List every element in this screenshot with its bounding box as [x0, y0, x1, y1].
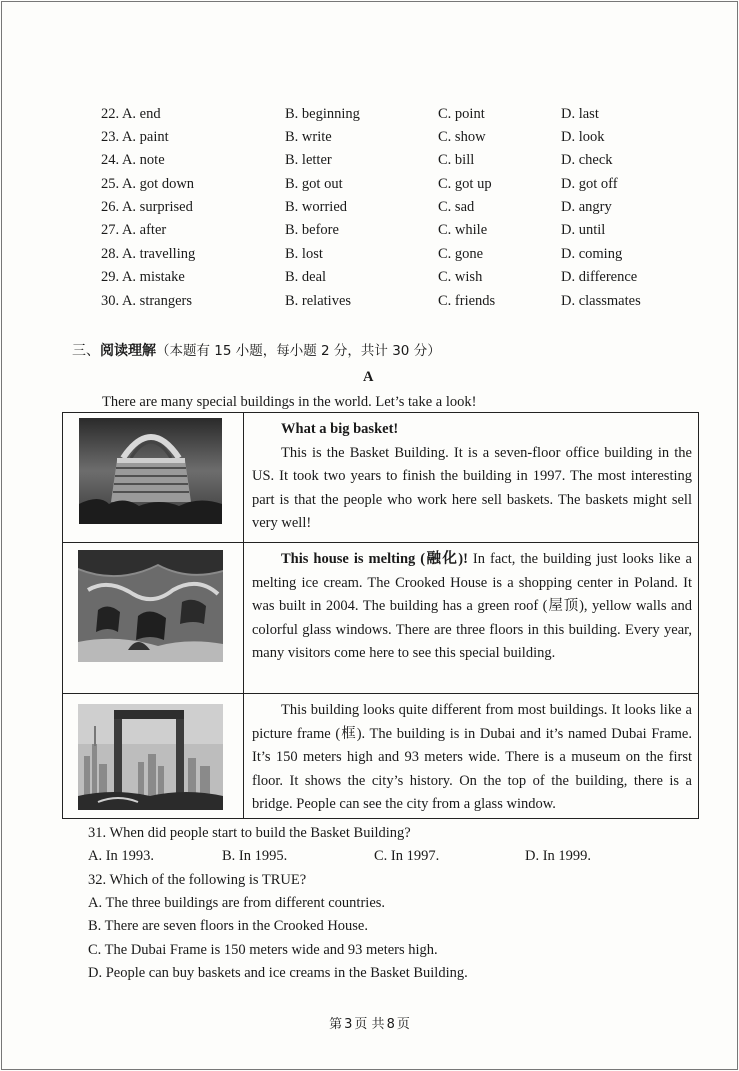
question-32-option-d: D. People can buy baskets and ice creams in the Basket Building.: [88, 965, 468, 981]
option-d: D. check: [561, 152, 613, 168]
crooked-house-photo: [78, 550, 223, 662]
building-heading: This house is melting (融化)!: [281, 551, 468, 567]
option-d: D. look: [561, 129, 605, 145]
image-cell: [63, 694, 244, 818]
section-number: 三、: [72, 343, 100, 359]
option-a: 25. A. got down: [101, 176, 195, 192]
option-b: B. write: [285, 129, 332, 145]
page-footer: [0, 1013, 739, 1032]
image-cell: [63, 413, 244, 542]
option-b: B. deal: [285, 269, 327, 285]
option-a: 29. A. mistake: [101, 269, 185, 285]
question-31-option-b: B. In 1995.: [222, 848, 288, 864]
option-b: B. letter: [285, 152, 332, 168]
option-d: D. until: [561, 222, 606, 238]
option-c: C. show: [438, 129, 486, 145]
option-c: C. got up: [438, 176, 492, 192]
question-31-option-d: D. In 1999.: [525, 848, 592, 864]
footer-page-number: 3: [344, 1017, 353, 1032]
section-heading: [72, 340, 441, 362]
table-row-crooked-house: [63, 543, 698, 694]
question-31-option-a: A. In 1993.: [88, 848, 155, 864]
building-description: This is the Basket Building. It is a seven-floor office building in the US. It took two years to finish the building in 1997. The most interesting part is that the people who work here sell baskets. The baskets might sell very well!: [252, 444, 692, 532]
option-c: C. while: [438, 222, 488, 238]
option-row-23: [0, 126, 739, 148]
building-text: [252, 548, 692, 666]
question-31-option-c: C. In 1997.: [374, 848, 440, 864]
option-a: 22. A. end: [101, 106, 161, 122]
building-description-text: In fact, the building just looks like a melting ice cream. The Crooked House is a shopping center in Poland. It was built in 2004. The building has a green roof (屋顶), yellow walls and colorful glass windows. There are three floors in this building. Every year, many visitors come here to see this special building.: [252, 551, 692, 662]
option-c: C. bill: [438, 152, 475, 168]
table-row-dubai-frame: [63, 694, 698, 818]
table-row-basket: [63, 413, 698, 543]
option-a: 24. A. note: [101, 152, 165, 168]
option-c: C. gone: [438, 246, 484, 262]
option-b: B. beginning: [285, 106, 360, 122]
option-b: B. before: [285, 222, 339, 238]
question-32-option-a: A. The three buildings are from different countries.: [88, 895, 386, 911]
option-row-26: [0, 196, 739, 218]
option-d: D. difference: [561, 269, 638, 285]
footer-total-pages: 8: [386, 1017, 395, 1032]
question-32-option-c: C. The Dubai Frame is 150 meters wide and 93 meters high.: [88, 942, 438, 958]
option-a: 23. A. paint: [101, 129, 169, 145]
option-a: 28. A. travelling: [101, 246, 196, 262]
option-row-28: [0, 243, 739, 265]
option-row-30: [0, 290, 739, 312]
image-cell: [63, 543, 244, 693]
option-a: 27. A. after: [101, 222, 167, 238]
option-d: D. classmates: [561, 293, 641, 309]
option-b: B. got out: [285, 176, 343, 192]
option-b: B. worried: [285, 199, 348, 215]
footer-middle: 页 共: [354, 1017, 385, 1032]
question-32-option-b: B. There are seven floors in the Crooked House.: [88, 918, 368, 934]
building-heading: What a big basket!: [281, 421, 399, 437]
option-a: 26. A. surprised: [101, 199, 193, 215]
building-text: [252, 418, 692, 536]
dubai-frame-photo: [78, 704, 223, 810]
option-b: B. lost: [285, 246, 323, 262]
option-row-24: [0, 149, 739, 171]
passage-label: A: [363, 369, 374, 385]
footer-prefix: 第: [329, 1017, 343, 1032]
option-d: D. got off: [561, 176, 618, 192]
option-row-25: [0, 173, 739, 195]
option-d: D. last: [561, 106, 599, 122]
building-description: This building looks quite different from most buildings. It looks like a picture frame (框). The building is in Dubai and it’s named Dubai Frame. It’s 150 meters high and 93 meters wide. There is a museum on the first floor. It shows the city’s history. On the top of the building, there is a bridge. People can see the city from a glass window.: [252, 702, 692, 813]
section-note: （本题有 15 小题，每小题 2 分，共计 30 分）: [156, 343, 441, 359]
option-b: B. relatives: [285, 293, 352, 309]
building-description: [252, 548, 692, 666]
building-text: [252, 699, 692, 817]
option-row-27: [0, 219, 739, 241]
option-c: C. point: [438, 106, 485, 122]
basket-building-photo: [79, 418, 222, 524]
passage-intro: There are many special buildings in the world. Let’s take a look!: [102, 394, 477, 410]
section-title: 阅读理解: [100, 343, 156, 359]
question-31-stem: 31. When did people start to build the Basket Building?: [88, 825, 411, 841]
option-row-22: [0, 103, 739, 125]
option-a: 30. A. strangers: [101, 293, 193, 309]
option-d: D. angry: [561, 199, 612, 215]
footer-suffix: 页: [396, 1017, 410, 1032]
option-row-29: [0, 266, 739, 288]
question-32-stem: 32. Which of the following is TRUE?: [88, 872, 307, 888]
buildings-table: [62, 412, 699, 819]
option-c: C. friends: [438, 293, 496, 309]
option-d: D. coming: [561, 246, 623, 262]
option-c: C. wish: [438, 269, 483, 285]
option-c: C. sad: [438, 199, 475, 215]
